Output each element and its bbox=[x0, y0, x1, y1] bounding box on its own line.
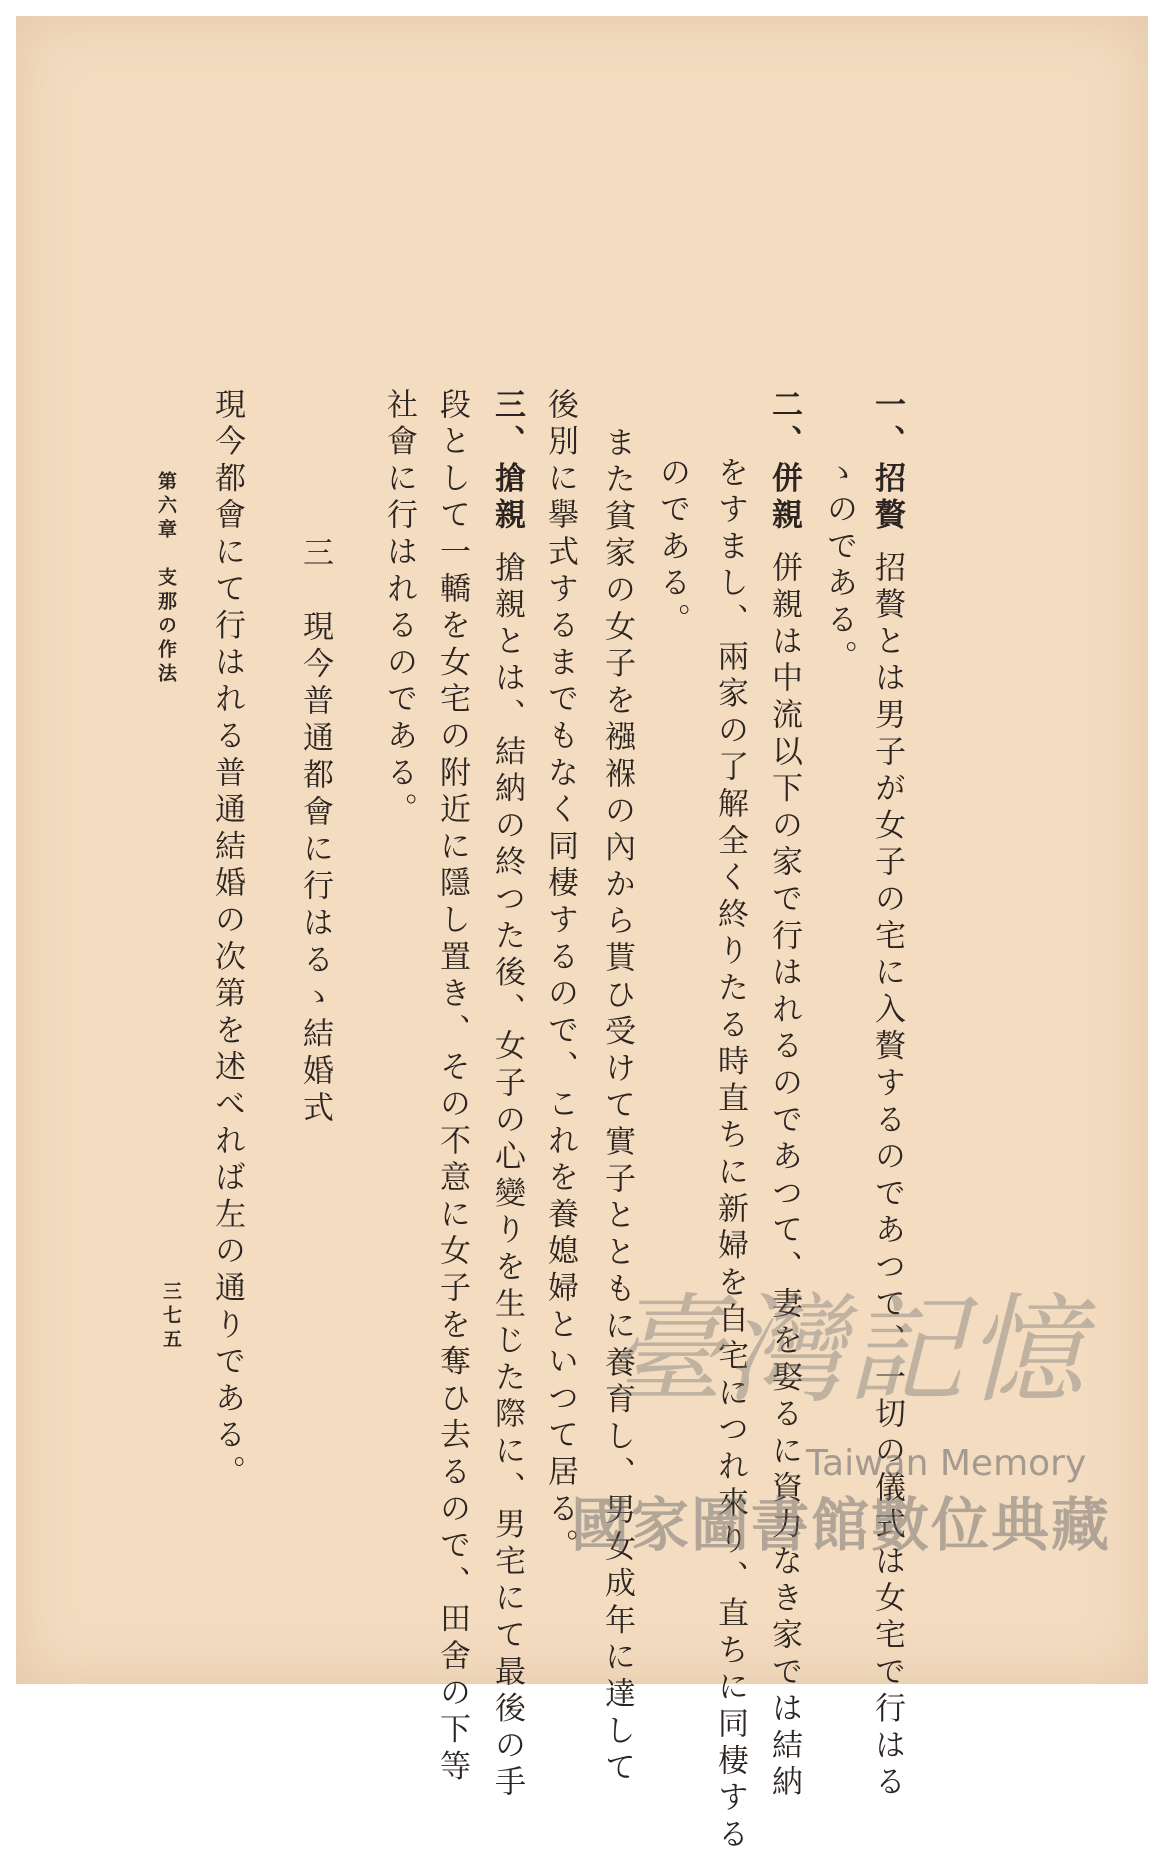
chapter-footer: 第六章 支那の作法 bbox=[155, 471, 177, 687]
column-text: 段として一轎を女宅の附近に隱し置き、その不意に女子を奪ひ去るので、田舍の下等 bbox=[434, 388, 470, 1787]
watermark-library: 國家圖書館數位典藏 bbox=[571, 1491, 1112, 1559]
column-text: 社會に行はれるのである。 bbox=[381, 388, 417, 830]
column-text: をすまし、兩家の了解全く終りたる時直ちに新婦を自宅につれ來り、直ちに同棲する bbox=[712, 456, 748, 1854]
text-column-10 bbox=[381, 388, 417, 830]
text-column-2 bbox=[821, 456, 857, 677]
column-text: 招贅とは男子が女子の宅に入贅するのであつて、一切の儀式は女宅で行はる bbox=[869, 551, 905, 1803]
text-column-1 bbox=[869, 388, 905, 1803]
section-heading: 三 現今普通都會に行はるゝ結婚式 bbox=[297, 536, 333, 1128]
watermark-subtitle: Taiwan Memory bbox=[806, 1443, 1087, 1484]
closing-line: 現今都會にて行はれる普通結婚の次第を述べれば左の通りである。 bbox=[209, 388, 245, 1492]
text-column-5 bbox=[654, 456, 690, 640]
column-text: 併親は中流以下の家で行はれるのであつて、妻を娶るに資力なき家では結納 bbox=[766, 551, 802, 1803]
column-text: のである。 bbox=[654, 456, 690, 640]
column-text: また貧家の女子を襁褓の內から貰ひ受けて實子とともに養育し、男女成年に達して bbox=[599, 426, 635, 1788]
text-column-4 bbox=[712, 456, 748, 1854]
column-text: ゝのである。 bbox=[821, 456, 857, 677]
page-number: 三七五 bbox=[160, 1281, 182, 1353]
book-page bbox=[16, 16, 1148, 1854]
text-column-9 bbox=[434, 388, 470, 1787]
column-text: 搶親とは、結納の終つた後、女子の心變りを生じた際に、男宅にて最後の手 bbox=[489, 551, 525, 1803]
item-label-qiangqin: 三、搶親 bbox=[489, 388, 525, 536]
watermark-logo: 臺灣記憶 bbox=[606, 1281, 1087, 1419]
text-column-8 bbox=[489, 388, 525, 1803]
item-label-bingqin: 二、併親 bbox=[766, 388, 802, 536]
item-label-zhaozhui: 一、招贅 bbox=[869, 388, 905, 536]
text-column-6 bbox=[599, 426, 635, 1788]
column-text: 後別に擧式するまでもなく同棲するので、これを養媳婦といつて居る。 bbox=[542, 388, 578, 1566]
text-column-3 bbox=[766, 388, 802, 1803]
text-column-7 bbox=[542, 388, 578, 1566]
